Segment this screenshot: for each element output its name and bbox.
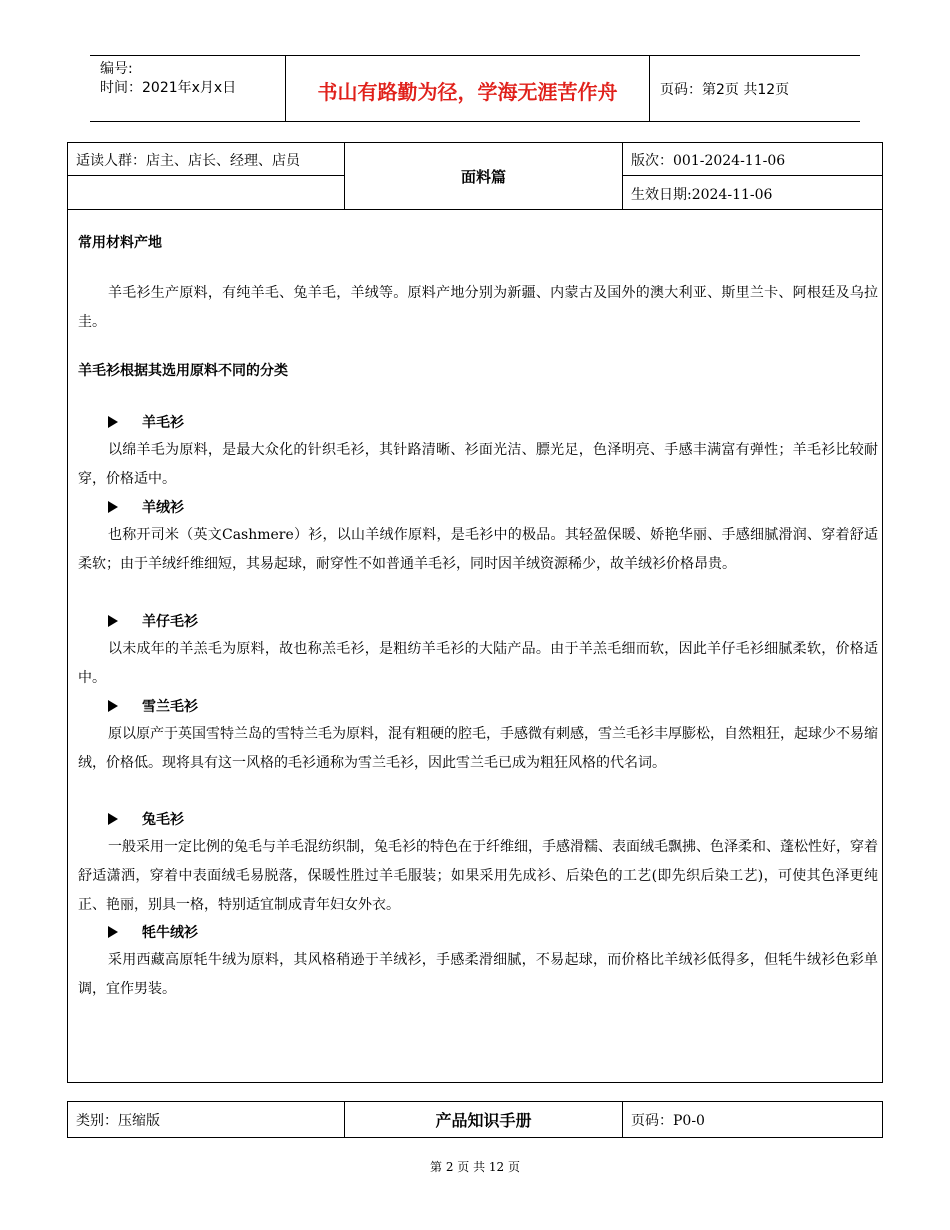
list-item-text: 也称开司米（英文Cashmere）衫，以山羊绒作原料，是毛衫中的极品。其轻盈保暖、娇艳华丽、手感细腻滑润、穿着舒适柔软；由于羊绒纤维细短，其易起球，耐穿性不如普通羊毛衫，同时因羊绒资源稀少，故羊绒衫价格昂贵。	[78, 527, 878, 572]
header-page-number: 页码：第2页 共12页	[660, 81, 790, 98]
list-item-title: 兔毛衫	[108, 809, 184, 829]
manual-title: 产品知识手册	[345, 1102, 623, 1137]
list-item-text: 以绵羊毛为原料，是最大众化的针织毛衫，其针路清晰、衫面光洁、膘光足，色泽明亮、手感丰满富有弹性；羊毛衫比较耐穿，价格适中。	[78, 442, 878, 487]
target-readers: 适读人群：店主、店长、经理、店员	[68, 143, 345, 176]
list-item-title: 羊仔毛衫	[108, 611, 198, 631]
effective-date: 生效日期:2024-11-06	[631, 187, 773, 203]
time-label: 时间：2021年x月x日	[100, 80, 237, 96]
arrow-bullet-icon	[108, 813, 118, 825]
footer-table	[67, 1101, 883, 1138]
arrow-bullet-icon	[108, 926, 118, 938]
arrow-bullet-icon	[108, 416, 118, 428]
arrow-bullet-icon	[108, 615, 118, 627]
empty-cell	[68, 176, 345, 209]
motto: 书山有路勤为径，学海无涯苦作舟	[286, 56, 650, 121]
content-body	[67, 209, 883, 1083]
arrow-bullet-icon	[108, 501, 118, 513]
number-label: 编号:	[100, 61, 133, 77]
document-header	[90, 55, 860, 122]
list-item-title: 雪兰毛衫	[108, 696, 198, 716]
header-meta	[90, 56, 286, 121]
page-footer-number: 第 2 页 共 12 页	[430, 1160, 520, 1174]
paragraph-material-origin: 羊毛衫生产原料，有纯羊毛、兔羊毛，羊绒等。原料产地分别为新疆、内蒙古及国外的澳大利亚、斯里兰卡、阿根廷及乌拉圭。	[78, 285, 878, 330]
info-table	[67, 142, 883, 210]
version-number: 版次：001-2024-11-06	[623, 143, 882, 176]
list-item-title: 羊毛衫	[108, 412, 184, 432]
page-code: 页码：P0-0	[631, 1113, 705, 1129]
list-item-text: 原以原产于英国雪特兰岛的雪特兰毛为原料，混有粗硬的腔毛，手感微有刺感，雪兰毛衫丰厚膨松，自然粗狂，起球少不易缩绒，价格低。现将具有这一风格的毛衫通称为雪兰毛衫，因此雪兰毛已成为粗狂风格的代名词。	[78, 726, 878, 771]
heading-classification: 羊毛衫根据其选用原料不同的分类	[78, 363, 288, 379]
section-title: 面料篇	[345, 143, 623, 209]
list-item-title: 牦牛绒衫	[108, 922, 198, 942]
list-item-title: 羊绒衫	[108, 497, 184, 517]
arrow-bullet-icon	[108, 700, 118, 712]
category-label: 类别：压缩版	[68, 1102, 345, 1137]
list-item-text: 以未成年的羊羔毛为原料，故也称羔毛衫，是粗纺羊毛衫的大陆产品。由于羊羔毛细而软，因此羊仔毛衫细腻柔软，价格适中。	[78, 641, 878, 686]
heading-material-origin: 常用材料产地	[78, 235, 162, 251]
list-item-text: 一般采用一定比例的兔毛与羊毛混纺织制，兔毛衫的特色在于纤维细，手感滑糯、表面绒毛飘拂、色泽柔和、蓬松性好，穿着舒适潇洒，穿着中表面绒毛易脱落，保暖性胜过羊毛服装；如果采用先成衫、后染色的工艺(即先织后染工艺)，可使其色泽更纯正、艳丽，别具一格，特别适宜制成青年妇女外衣。	[78, 839, 878, 913]
list-item-text: 采用西藏高原牦牛绒为原料，其风格稍逊于羊绒衫，手感柔滑细腻，不易起球，而价格比羊绒衫低得多，但牦牛绒衫色彩单调，宜作男装。	[78, 952, 878, 997]
